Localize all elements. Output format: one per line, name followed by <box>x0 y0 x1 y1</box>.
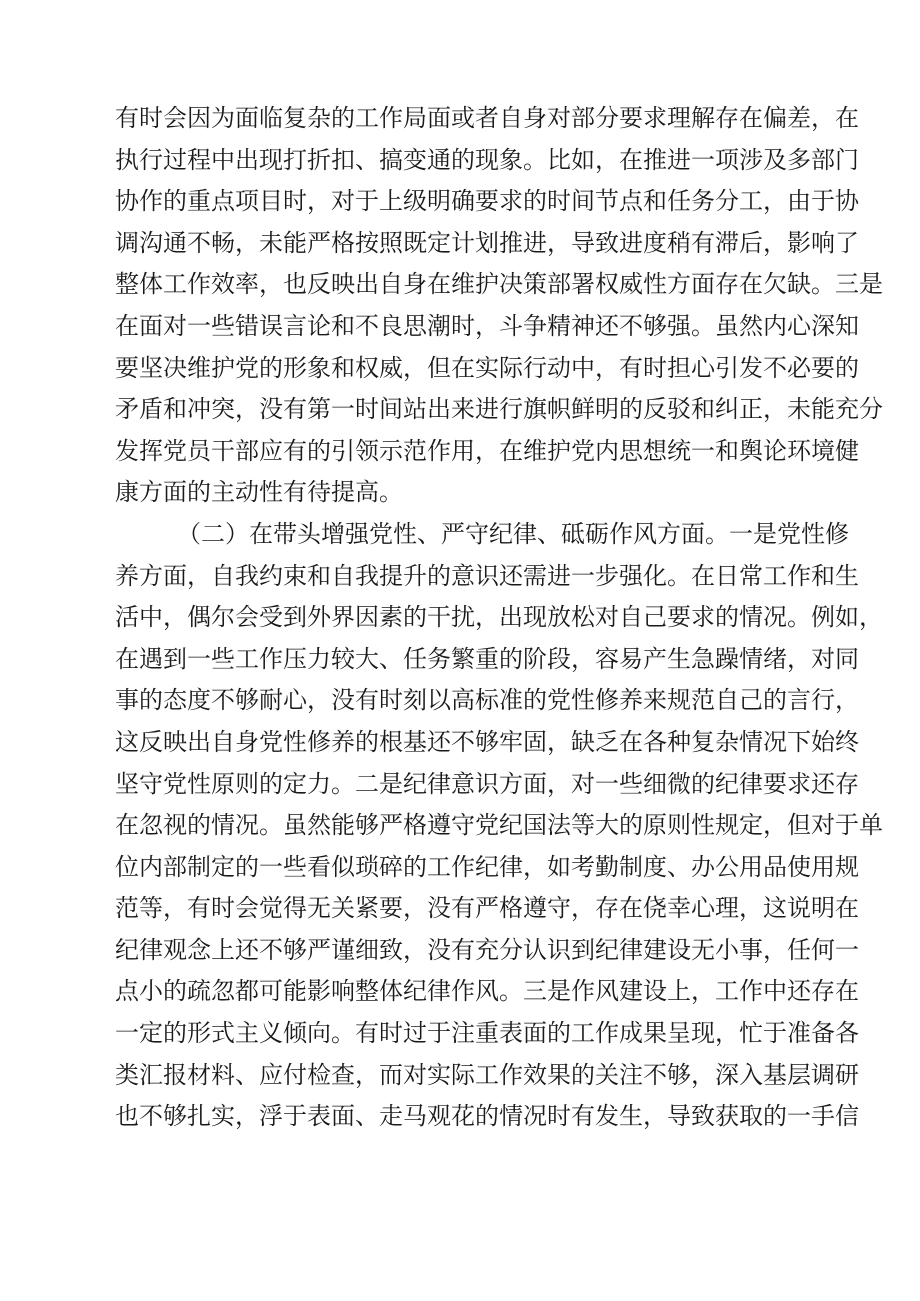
text-line: 整体工作效率，也反映出自身在维护决策部署权威性方面存在欠缺。三是 <box>115 270 883 299</box>
text-line: 位内部制定的一些看似琐碎的工作纪律，如考勤制度、办公用品使用规 <box>115 852 859 881</box>
text-line: 养方面，自我约束和自我提升的意识还需进一步强化。在日常工作和生 <box>115 561 859 590</box>
text-line: 在忽视的情况。虽然能够严格遵守党纪国法等大的原则性规定，但对于单 <box>115 811 883 840</box>
text-line: 也不够扎实，浮于表面、走马观花的情况时有发生，导致获取的一手信 <box>115 1102 859 1131</box>
text-line: 发挥党员干部应有的引领示范作用，在维护党内思想统一和舆论环境健 <box>115 436 859 465</box>
text-line: 类汇报材料、应付检查，而对实际工作效果的关注不够，深入基层调研 <box>115 1060 859 1089</box>
paragraph-2 <box>115 514 883 1138</box>
text-line: 点小的疏忽都可能影响整体纪律作风。三是作风建设上，工作中还存在 <box>115 977 859 1006</box>
text-line: 纪律观念上还不够严谨细致，没有充分认识到纪律建设无小事，任何一 <box>115 935 859 964</box>
text-line: 执行过程中出现打折扣、搞变通的现象。比如，在推进一项涉及多部门 <box>115 145 859 174</box>
text-line: 在遇到一些工作压力较大、任务繁重的阶段，容易产生急躁情绪，对同 <box>115 644 859 673</box>
text-line: 有时会因为面临复杂的工作局面或者自身对部分要求理解存在偏差，在 <box>115 104 859 132</box>
text-line: 事的态度不够耐心，没有时刻以高标准的党性修养来规范自己的言行， <box>115 686 859 715</box>
text-line: 在面对一些错误言论和不良思潮时，斗争精神还不够强。虽然内心深知 <box>115 311 859 340</box>
text-line: 协作的重点项目时，对于上级明确要求的时间节点和任务分工，由于协 <box>115 187 859 216</box>
text-line: 要坚决维护党的形象和权威，但在实际行动中，有时担心引发不必要的 <box>115 353 859 382</box>
text-line: 坚守党性原则的定力。二是纪律意识方面，对一些细微的纪律要求还存 <box>115 769 859 798</box>
text-line: 调沟通不畅，未能严格按照既定计划推进，导致进度稍有滞后，影响了 <box>115 228 859 257</box>
text-line: 矛盾和冲突，没有第一时间站出来进行旗帜鲜明的反驳和纠正，未能充分 <box>115 395 883 424</box>
text-line: 一定的形式主义倾向。有时过于注重表面的工作成果呈现，忙于准备各 <box>115 1019 859 1048</box>
text-line: 康方面的主动性有待提高。 <box>115 478 403 507</box>
text-line: 范等，有时会觉得无关紧要，没有严格遵守，存在侥幸心理，这说明在 <box>115 894 859 923</box>
text-line: （二）在带头增强党性、严守纪律、砥砺作风方面。一是党性修 <box>177 519 849 548</box>
paragraph-1 <box>115 98 883 514</box>
document-body <box>115 98 883 1138</box>
text-line: 活中，偶尔会受到外界因素的干扰，出现放松对自己要求的情况。例如， <box>115 603 883 632</box>
text-line: 这反映出自身党性修养的根基还不够牢固，缺乏在各种复杂情况下始终 <box>115 727 859 756</box>
